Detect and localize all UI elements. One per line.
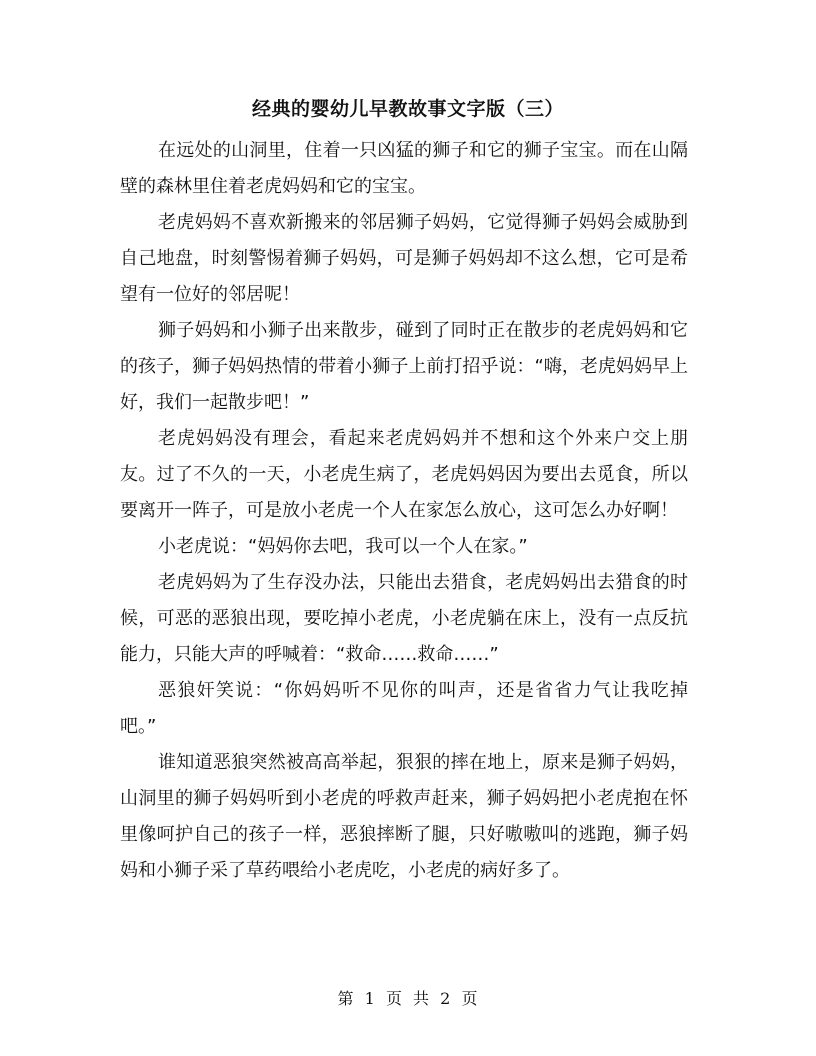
page-number: 1 [364,989,376,1008]
paragraph: 恶狼奸笑说：“你妈妈听不见你的叫声，还是省省力气让我吃掉吧。” [120,680,688,737]
paragraph: 老虎妈妈没有理会，看起来老虎妈妈并不想和这个外来户交上朋友。过了不久的一天，小老虎生病了，老虎妈妈因为要出去觅食，所以要离开一阵子，可是放小老虎一个人在家怎么放心，这可怎么办好啊！ [120,428,688,521]
page-unit: 页 [385,989,403,1008]
paragraph: 老虎妈妈不喜欢新搬来的邻居狮子妈妈，它觉得狮子妈妈会威胁到自己地盘，时刻警惕着狮子妈妈，可是狮子妈妈却不这么想，它可是希望有一位好的邻居呢！ [120,212,688,305]
paragraph: 小老虎说：“妈妈你去吧，我可以一个人在家。” [158,536,528,557]
total-pages: 2 [440,989,452,1008]
paragraph: 老虎妈妈为了生存没办法，只能出去猎食，老虎妈妈出去猎食的时候，可恶的恶狼出现，要吃掉小老虎，小老虎躺在床上，没有一点反抗能力，只能大声的呼喊着：“救命……救命……” [120,572,688,665]
document-body [120,133,688,889]
paragraph: 在远处的山洞里，住着一只凶猛的狮子和它的狮子宝宝。而在山隔壁的森林里住着老虎妈妈和它的宝宝。 [120,140,688,197]
total-label: 共 [413,989,431,1008]
page-label: 第 [337,989,355,1008]
total-unit: 页 [461,989,479,1008]
paragraph: 谁知道恶狼突然被高高举起，狠狠的摔在地上，原来是狮子妈妈，山洞里的狮子妈妈听到小老虎的呼救声赶来，狮子妈妈把小老虎抱在怀里像呵护自己的孩子一样，恶狼摔断了腿，只好嗷嗷叫的逃跑，狮子妈妈和小狮子采了草药喂给小老虎吃，小老虎的病好多了。 [120,752,688,881]
document-title: 经典的婴幼儿早教故事文字版（三） [251,98,564,120]
paragraph: 狮子妈妈和小狮子出来散步，碰到了同时正在散步的老虎妈妈和它的孩子，狮子妈妈热情的带着小狮子上前打招乎说：“嗨，老虎妈妈早上好，我们一起散步吧！” [120,320,688,413]
page-footer [0,986,816,1009]
